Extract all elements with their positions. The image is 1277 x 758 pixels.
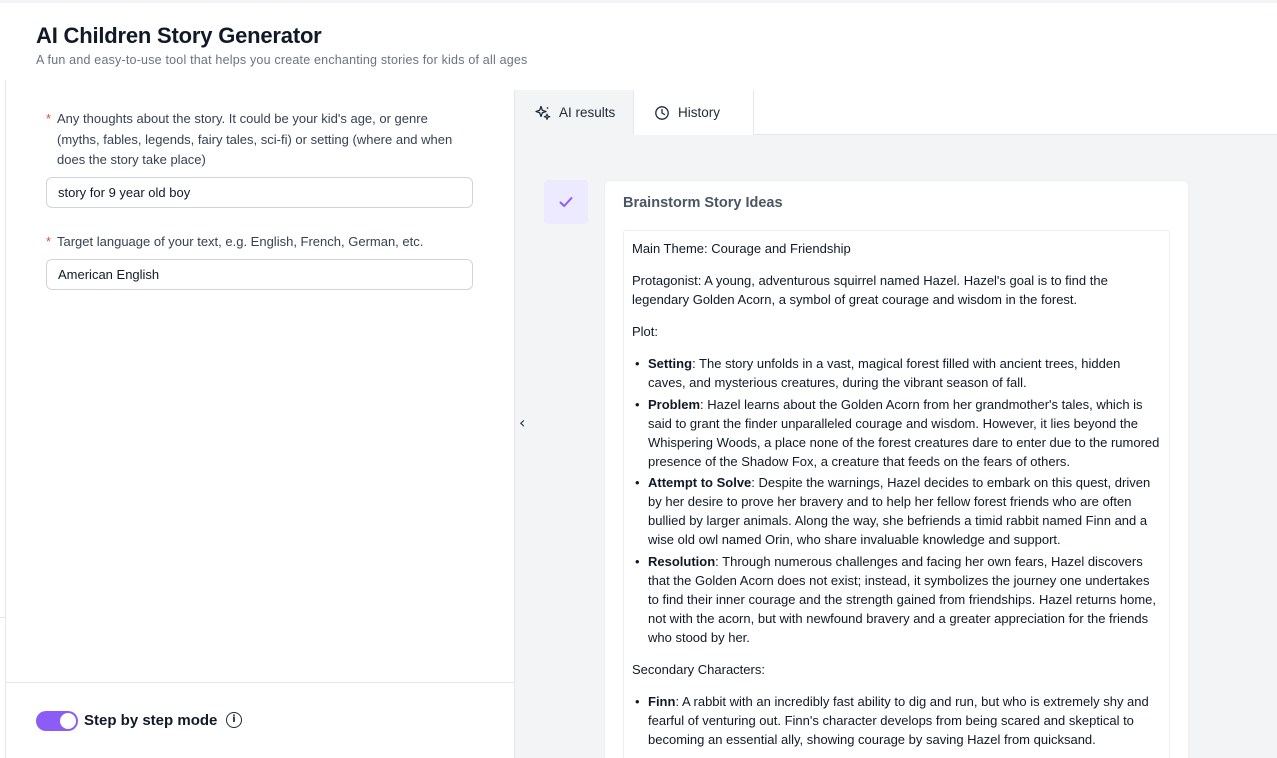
target-language-input[interactable] <box>46 259 473 290</box>
toggle-knob <box>60 713 76 729</box>
check-icon <box>557 193 575 211</box>
required-mark: * <box>46 111 52 126</box>
list-item-term: Problem <box>648 396 701 412</box>
input-panel <box>6 90 514 758</box>
list-item <box>632 354 1161 392</box>
target-language-label-text: Target language of your text, e.g. English, French, German, etc. <box>57 234 424 249</box>
collapse-panel-icon[interactable]: ‹ <box>519 413 526 432</box>
story-thoughts-label <box>46 109 473 171</box>
step-by-step-label: Step by step mode <box>84 712 218 729</box>
required-mark: * <box>46 234 52 249</box>
main-theme: Main Theme: Courage and Friendship <box>632 241 851 256</box>
tab-bar <box>515 90 1277 135</box>
plot-list <box>632 354 1161 647</box>
list-item-text: : Despite the warnings, Hazel decides to embark on this quest, driven by her desire to prove her bravery and to help her fellow forest friends who are often bullied by larger animals. Along the way, she befriends a timid rabbit named Finn and a wise old owl named Orin, who share invaluable knowledge and support. <box>648 475 1151 547</box>
result-card <box>604 180 1189 758</box>
list-item-term: Setting <box>648 356 693 371</box>
protagonist: Protagonist: A young, adventurous squirrel named Hazel. Hazel's goal is to find the legendary Golden Acorn, a symbol of great courage and wisdom in the forest. <box>632 273 1108 307</box>
step-complete-badge <box>544 180 588 224</box>
sparkles-icon <box>535 105 551 121</box>
panel-footer <box>6 682 514 758</box>
list-item <box>632 552 1161 647</box>
list-item-text: : Through numerous challenges and facing her own fears, Hazel discovers that the Golden Acorn does not exist; instead, it symbolizes the journey one undertakes to find their inner courage and the strength gained from friendships. Hazel returns home, not with the acorn, but with newfound bravery and a greater appreciation for the friends who stood by her. <box>648 553 1157 645</box>
list-item-text: : Hazel learns about the Golden Acorn from her grandmother's tales, which is said to grant the finder unparalleled courage and wisdom. However, it lies beyond the Whispering Woods, a place none of the forest creatures dare to enter due to the rumored presence of the Shadow Fox, a creature that feeds on the fears of others. <box>648 396 1160 469</box>
tab-ai-results-label: AI results <box>559 105 616 120</box>
tab-ai-results[interactable] <box>515 90 634 135</box>
list-item <box>632 395 1161 471</box>
info-icon[interactable]: i <box>226 712 242 728</box>
target-language-label <box>46 232 473 253</box>
clock-icon <box>654 105 670 121</box>
plot-heading: Plot: <box>632 324 659 339</box>
results-panel <box>514 90 1277 758</box>
tab-history[interactable] <box>634 90 754 135</box>
list-item-term: Finn <box>648 693 676 709</box>
secondary-list <box>632 692 1161 749</box>
list-item-text: : The story unfolds in a vast, magical forest filled with ancient trees, hidden caves, and mysterious creatures, during the vibrant season of fall. <box>648 356 1121 390</box>
list-item <box>632 473 1161 549</box>
result-content <box>623 230 1170 758</box>
page-header <box>36 22 528 67</box>
list-item <box>632 692 1161 749</box>
result-title: Brainstorm Story Ideas <box>623 195 783 211</box>
page-subtitle: A fun and easy-to-use tool that helps you create enchanting stories for kids of all ages <box>36 53 528 67</box>
list-item-term: Attempt to Solve <box>648 475 752 490</box>
story-thoughts-label-text: Any thoughts about the story. It could be your kid's age, or genre (myths, fables, legends, fairy tales, sci-fi) or setting (where and when does the story take place) <box>57 111 453 167</box>
left-border-tick <box>0 617 5 618</box>
top-border <box>0 0 1277 3</box>
tab-history-label: History <box>678 105 721 120</box>
list-item-term: Resolution <box>648 553 716 569</box>
list-item-text: : A rabbit with an incredibly fast ability to dig and run, but who is extremely shy and fearful of venturing out. Finn's character develops from being scared and skeptical to becoming an essential ally, showing courage by saving Hazel from quicksand. <box>648 693 1149 747</box>
secondary-heading: Secondary Characters: <box>632 661 765 677</box>
story-thoughts-input[interactable] <box>46 177 473 208</box>
story-thoughts-field <box>46 109 473 208</box>
page-title: AI Children Story Generator <box>36 23 322 48</box>
target-language-field <box>46 232 473 290</box>
step-by-step-toggle[interactable] <box>36 711 78 731</box>
